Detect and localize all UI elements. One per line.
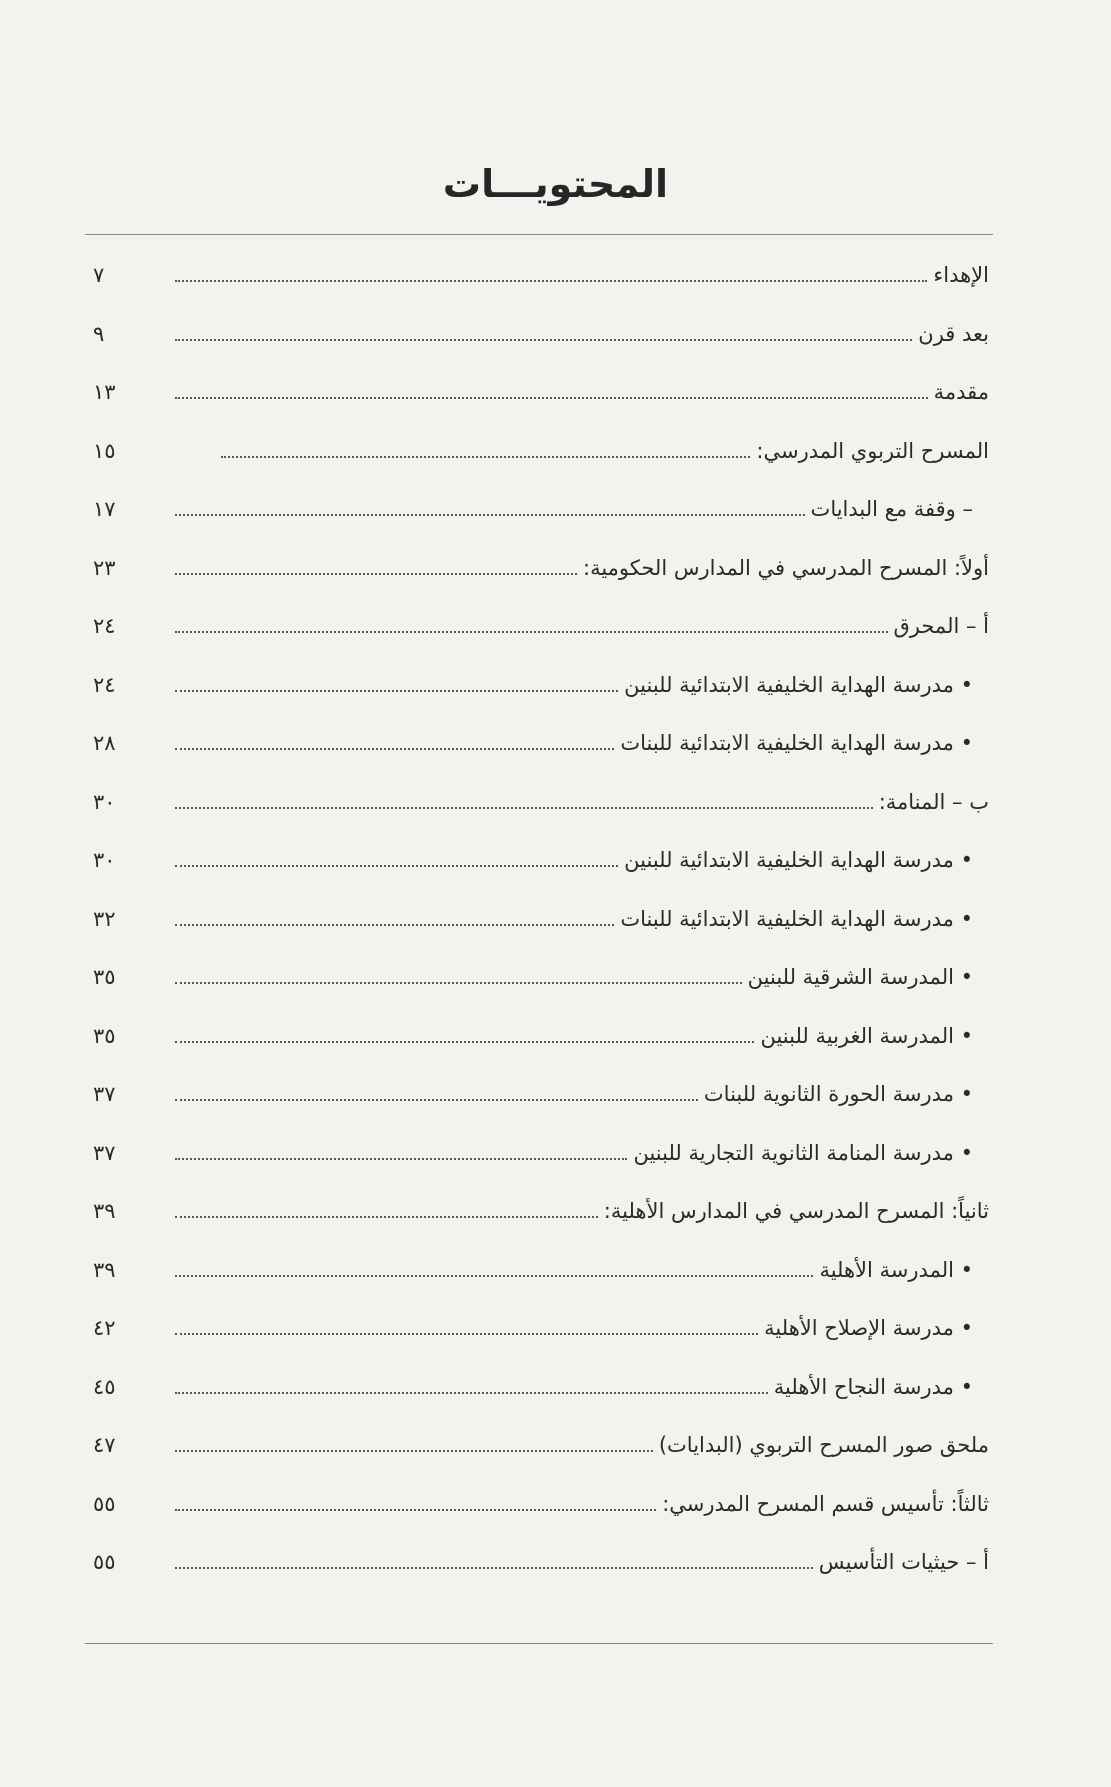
dot-leader — [175, 1392, 768, 1394]
toc-entry-page-number: ٤٧ — [93, 1433, 116, 1457]
dot-leader — [175, 924, 614, 926]
toc-entry-page-number: ٢٤ — [93, 672, 116, 697]
toc-entry[interactable] — [85, 1245, 989, 1285]
toc-entry[interactable] — [85, 1011, 989, 1051]
dot-leader — [175, 1099, 698, 1101]
toc-entry-label: • مدرسة الهداية الخليفية الابتدائية للبنات — [620, 731, 973, 755]
toc-entry[interactable] — [85, 367, 989, 407]
toc-entry[interactable] — [85, 777, 989, 817]
toc-entry-page-number: ٢٤ — [93, 614, 116, 638]
toc-entry-label: ثانياً: المسرح المدرسي في المدارس الأهلية: — [603, 1199, 989, 1223]
toc-entry-label: • مدرسة المنامة الثانوية التجارية للبنين — [633, 1140, 973, 1165]
toc-entry-label: • المدرسة الأهلية — [819, 1257, 973, 1282]
toc-entry-page-number: ٧ — [93, 263, 105, 287]
toc-entry-page-number: ٣٧ — [93, 1140, 116, 1165]
toc-entry-label: • المدرسة الشرقية للبنين — [747, 965, 973, 989]
page-title: المحتويـــات — [442, 162, 669, 206]
toc-entry[interactable] — [85, 601, 989, 641]
toc-entry[interactable] — [85, 660, 989, 700]
toc-entry[interactable] — [85, 1420, 989, 1460]
dot-leader — [175, 1158, 627, 1160]
toc-entry[interactable] — [85, 1303, 989, 1343]
dot-leader — [175, 807, 873, 809]
toc-entry[interactable] — [85, 1479, 989, 1519]
toc-entry[interactable] — [85, 426, 989, 466]
dot-leader — [175, 982, 742, 984]
toc-entry[interactable] — [85, 484, 989, 524]
dot-leader — [175, 1509, 656, 1511]
toc-entry[interactable] — [85, 952, 989, 992]
dot-leader — [175, 397, 928, 399]
toc-entry-label: أولاً: المسرح المدرسي في المدارس الحكومية: — [583, 555, 989, 580]
toc-entry-page-number: ١٣ — [93, 380, 116, 404]
toc-entry-page-number: ٣٩ — [93, 1257, 116, 1282]
dot-leader — [175, 1567, 813, 1569]
toc-entry[interactable] — [85, 1069, 989, 1109]
toc-entry-label: ثالثاً: تأسيس قسم المسرح المدرسي: — [662, 1491, 989, 1516]
toc-entry-label: • مدرسة الحورة الثانوية للبنات — [703, 1082, 973, 1106]
dot-leader — [175, 1275, 813, 1277]
toc-entry-label: • مدرسة الإصلاح الأهلية — [764, 1316, 973, 1340]
dot-leader — [221, 456, 750, 458]
dot-leader — [175, 1450, 653, 1452]
dot-leader — [175, 690, 618, 692]
toc-entry-label: ب – المنامة: — [878, 789, 989, 814]
toc-entry-label: أ – المحرق — [893, 614, 989, 638]
toc-entry[interactable] — [85, 250, 989, 290]
top-divider — [85, 234, 993, 235]
toc-entry-label: الإهداء — [933, 263, 989, 287]
toc-entry[interactable] — [85, 1128, 989, 1168]
toc-entry-page-number: ٩ — [93, 321, 105, 346]
toc-entry-label: • مدرسة الهداية الخليفية الابتدائية للبنين — [624, 848, 973, 872]
dot-leader — [175, 1216, 598, 1218]
toc-entry-page-number: ٤٢ — [93, 1316, 116, 1340]
toc-entry-page-number: ٣٥ — [93, 1023, 116, 1048]
toc-entry-page-number: ٣٢ — [93, 906, 116, 931]
toc-entry-label: • مدرسة الهداية الخليفية الابتدائية للبنات — [620, 906, 973, 931]
toc-entry-page-number: ١٥ — [93, 438, 116, 463]
bottom-divider — [85, 1643, 993, 1644]
toc-entry-page-number: ٣٠ — [93, 789, 116, 814]
dot-leader — [175, 514, 805, 516]
toc-entry-label: أ – حيثيات التأسيس — [818, 1550, 989, 1574]
toc-entry-page-number: ٣٩ — [93, 1199, 116, 1223]
toc-entry-page-number: ٣٠ — [93, 848, 116, 872]
toc-entry-page-number: ٥٥ — [93, 1550, 116, 1574]
toc-entry-page-number: ٣٥ — [93, 965, 116, 989]
dot-leader — [175, 573, 577, 575]
toc-entry-label: مقدمة — [933, 380, 989, 404]
toc-entry-page-number: ٤٥ — [93, 1374, 116, 1399]
toc-entry-label: المسرح التربوي المدرسي: — [756, 438, 989, 463]
toc-entry-label: • مدرسة الهداية الخليفية الابتدائية للبنين — [624, 672, 973, 697]
toc-entry[interactable] — [85, 543, 989, 583]
toc-entry-label: • المدرسة الغربية للبنين — [760, 1023, 973, 1048]
dot-leader — [175, 339, 912, 341]
toc-entry-page-number: ٣٧ — [93, 1082, 116, 1106]
dot-leader — [175, 1333, 758, 1335]
toc-entry-page-number: ١٧ — [93, 497, 116, 521]
toc-entry-label: – وقفة مع البدايات — [810, 497, 973, 521]
toc-entry-label: • مدرسة النجاح الأهلية — [773, 1374, 973, 1399]
toc-entry[interactable] — [85, 835, 989, 875]
dot-leader — [175, 748, 614, 750]
dot-leader — [175, 631, 888, 633]
toc-entry[interactable] — [85, 309, 989, 349]
toc-entry-page-number: ٢٣ — [93, 555, 116, 580]
toc-entry-label: بعد قرن — [918, 321, 989, 346]
dot-leader — [175, 1041, 754, 1043]
toc-entry[interactable] — [85, 894, 989, 934]
toc-entry[interactable] — [85, 1362, 989, 1402]
toc-entry-label: ملحق صور المسرح التربوي (البدايات) — [658, 1433, 989, 1457]
toc-entry[interactable] — [85, 1537, 989, 1577]
toc-entry[interactable] — [85, 718, 989, 758]
dot-leader — [175, 865, 618, 867]
toc-entry-page-number: ٢٨ — [93, 731, 116, 755]
toc-entry-page-number: ٥٥ — [93, 1491, 116, 1516]
dot-leader — [175, 280, 927, 282]
toc-entry[interactable] — [85, 1186, 989, 1226]
